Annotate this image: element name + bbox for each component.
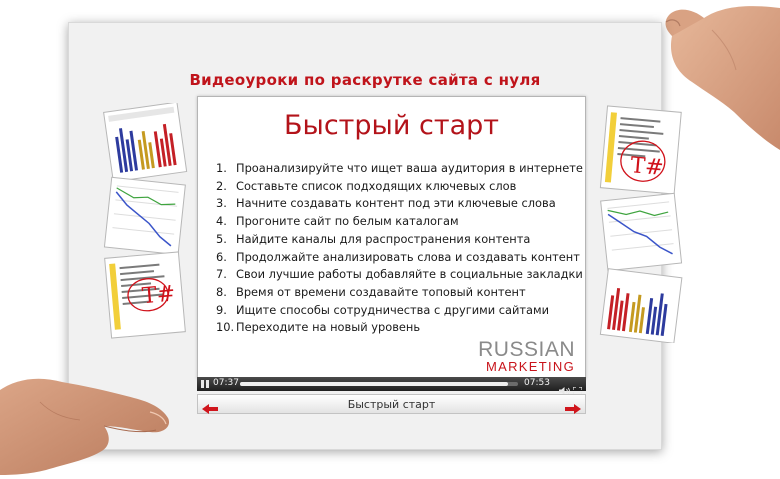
current-time: 07:37 [213,378,239,388]
nav-slide-label: Быстрый старт [347,398,436,411]
right-screenshot-stack [598,103,684,343]
svg-text:Т#: Т# [629,153,665,181]
left-screenshot-stack [102,103,188,343]
list-item: 2. Составьте список подходящих ключевых слов [216,178,517,193]
list-item: 9. Ищите способы сотрудничества с другими сайтами [216,302,549,317]
list-item: 10. Переходите на новый уровень [216,320,421,335]
steps-list [216,160,583,337]
slide-navigation-bar [197,394,586,414]
progress-fill [240,382,508,386]
pause-icon[interactable] [201,380,209,388]
total-time: 07:53 [524,378,550,388]
hand-bottom-left-image [0,372,175,475]
slide-title: Быстрый старт [284,110,499,141]
list-item: 6. Продолжайте анализировать слова и создавать контент [216,249,580,264]
progress-slider[interactable] [240,382,518,386]
page-title: Видеоуроки по раскрутке сайта с нуля [189,71,541,89]
video-slide [197,96,586,379]
list-item: 5. Найдите каналы для распространения контента [216,231,531,246]
volume-icon[interactable] [559,380,571,388]
russian-marketing-logo: RUSSIAN MARKETING [478,338,575,374]
arrow-right-icon[interactable] [565,399,581,409]
svg-text:Т#: Т# [141,281,177,310]
list-item: 4. Прогоните сайт по белым каталогам [216,214,459,229]
list-item: 8. Время от времени создавайте топовый контент [216,284,526,299]
list-item: 3. Начните создавать контент под эти ключевые слова [216,196,556,211]
list-item: 7. Свои лучшие работы добавляйте в социальные закладки [216,267,583,282]
list-item: 1. Проанализируйте что ищет ваша аудитория в интернете [216,161,583,175]
video-player-controls [197,377,586,391]
fullscreen-icon[interactable] [573,380,582,388]
